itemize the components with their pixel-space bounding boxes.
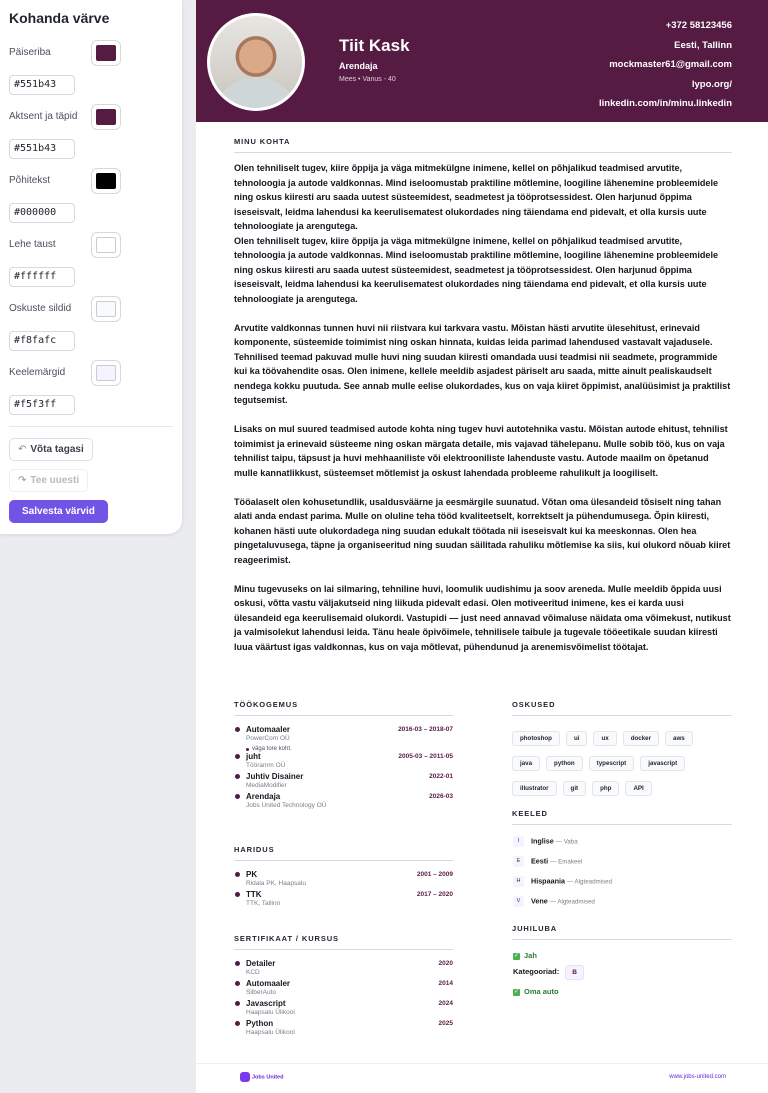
color-row-accent bbox=[9, 104, 173, 168]
contact-block bbox=[599, 16, 732, 114]
section-heading-experience: TÖÖKOGEMUS bbox=[234, 700, 453, 716]
item-org: SilberAuto bbox=[246, 989, 276, 996]
language-badge: I bbox=[513, 836, 524, 847]
color-row-skill-tags bbox=[9, 296, 173, 360]
skill-tag: java bbox=[512, 756, 540, 771]
bullet-dot bbox=[235, 794, 240, 799]
timeline-item bbox=[234, 959, 453, 976]
item-dates: 2016-03 – 2018-07 bbox=[398, 726, 453, 733]
bullet-dot bbox=[235, 981, 240, 986]
linkedin-link[interactable]: linkedin.com/in/minu.linkedin bbox=[598, 98, 732, 109]
check-icon: ✓ bbox=[513, 988, 520, 995]
profile-photo bbox=[207, 13, 305, 111]
location: Eesti, Tallinn bbox=[674, 39, 732, 51]
color-row-text bbox=[9, 168, 173, 232]
color-label: Lehe taust bbox=[9, 239, 56, 250]
skill-tag: git bbox=[563, 781, 587, 796]
item-dates: 2017 – 2020 bbox=[416, 891, 453, 898]
item-title: Automaaler bbox=[246, 725, 291, 734]
item-dates: 2026-03 bbox=[429, 793, 453, 800]
timeline-item bbox=[234, 725, 453, 752]
skill-tag: javascript bbox=[640, 756, 685, 771]
category-badge: B bbox=[565, 965, 584, 980]
language-badge: H bbox=[513, 876, 524, 887]
item-org: TTK, Tallinn bbox=[246, 900, 281, 907]
skill-tag: API bbox=[625, 781, 651, 796]
item-org: Haapsalu Ülikool bbox=[246, 1029, 295, 1036]
person-meta: Mees • Vanus - 40 bbox=[339, 76, 396, 83]
language-name: Eesti bbox=[531, 856, 549, 866]
redo-label: Tee uuesti bbox=[30, 475, 80, 486]
save-colors-button[interactable]: Salvesta värvid bbox=[9, 500, 108, 523]
color-label: Aktsent ja täpid bbox=[9, 111, 78, 122]
item-note: väga tore koht. bbox=[246, 746, 453, 752]
color-label: Keelemärgid bbox=[9, 367, 66, 378]
skill-tag: typescript bbox=[589, 756, 635, 771]
color-label: Oskuste sildid bbox=[9, 303, 72, 314]
about-paragraph: Minu tugevuseks on lai silmaring, tehniline huvi, loomulik uudishimu ja soov areneda. Mulle meeldib õppida uusi oskusi, võtta vastu väljakutseid ning liikuda pidevalt edasi. Olen motiveeritud inimene, kes ei karda uusi ülesandeid ega keerulisemaid olukordi. Vastupidi — just need annavad võimaluse näidata oma võimekust, nutikust ja valmisolekut lahendusi leida. Tänu heale õpivõimele, tehnilisele taibule ja tugevale tööeetikale suudan kiiresti luua väärtust igas valdkonnas, kus on vaja mõtlevat, pühendunud ja arenemisvõimelist töötajat. bbox=[234, 583, 731, 652]
color-swatch-accent[interactable] bbox=[91, 104, 121, 130]
bullet-dot bbox=[235, 892, 240, 897]
categories-label: Kategooriad: bbox=[513, 967, 560, 976]
item-title: Automaaler bbox=[246, 979, 291, 988]
skill-tag: ui bbox=[566, 731, 588, 746]
divider bbox=[9, 426, 173, 427]
own-car-label: Oma auto bbox=[524, 987, 559, 996]
item-org: Tööramm OÜ bbox=[246, 762, 286, 769]
language-level: — Emakeel bbox=[550, 858, 583, 866]
license-own-car bbox=[513, 987, 559, 996]
about-text bbox=[234, 161, 732, 669]
resume-page bbox=[196, 0, 768, 1093]
timeline-item bbox=[234, 999, 453, 1016]
section-heading-license: JUHILUBA bbox=[512, 924, 732, 940]
skill-tag: php bbox=[592, 781, 619, 796]
about-paragraph: Olen tehniliselt tugev, kiire õppija ja väga mitmekülgne inimene, kellel on põhjalikud teadmised arvutite, tehnoloogia ja autode valdkonnas. Mind iseloomustab praktiline mõtlemine, loogiline lähenemine probleemidele ning oskus kiiresti aru saada uutest süsteemidest, seadmetest ja tööprotsessidest. Olen harjunud õppima iseseisvalt, leidma lahendusi ka keerulisematest olukordades ning täiendama end pidevalt, et olla kursis uute tehnoloogiate ja arengutega. bbox=[234, 163, 719, 231]
item-title: juht bbox=[246, 752, 261, 761]
check-icon: ✓ bbox=[513, 952, 520, 959]
item-dates: 2022-01 bbox=[429, 773, 453, 780]
color-label: Põhitekst bbox=[9, 175, 51, 186]
timeline-item bbox=[234, 792, 453, 809]
panel-title: Kohanda värve bbox=[9, 10, 110, 26]
timeline-item bbox=[234, 870, 453, 887]
language-name: Hispaania bbox=[531, 876, 565, 886]
email-link[interactable]: mockmaster61@gmail.com bbox=[609, 59, 732, 70]
license-yes: Jah bbox=[524, 951, 537, 960]
bullet-dot bbox=[235, 961, 240, 966]
skill-tag: ux bbox=[593, 731, 616, 746]
skill-tag: photoshop bbox=[512, 731, 560, 746]
hex-input-skill-tags[interactable]: #f8fafc bbox=[9, 331, 75, 351]
item-dates: 2001 – 2009 bbox=[416, 871, 453, 878]
undo-button[interactable] bbox=[9, 438, 93, 461]
bullet-dot bbox=[235, 1021, 240, 1026]
color-row-page-bg bbox=[9, 232, 173, 296]
color-row-language-badges bbox=[9, 360, 173, 424]
person-name: Tiit Kask bbox=[339, 36, 410, 55]
color-label: Päiseriba bbox=[9, 47, 51, 58]
redo-icon: ↷ bbox=[18, 475, 27, 486]
bullet-dot bbox=[235, 754, 240, 759]
timeline-item bbox=[234, 772, 453, 789]
language-level: — Vaba bbox=[555, 838, 578, 846]
item-org: PowerCom OÜ bbox=[246, 735, 290, 742]
color-swatch-header[interactable] bbox=[91, 40, 121, 66]
hex-input-text[interactable]: #000000 bbox=[9, 203, 75, 223]
item-org: Haapsalu Ülikool bbox=[246, 1009, 295, 1016]
about-paragraph: Olen tehniliselt tugev, kiire õppija ja väga mitmekülgne inimene, kellel on põhjalikud teadmised arvutite, tehnoloogia ja autode valdkonnas. Mind iseloomustab praktiline mõtlemine, loogiline lähenemine probleemidele ning oskus kiiresti aru saada uutest süsteemidest, seadmetest ja tööprotsessidest. Olen harjunud õppima iseseisvalt, leidma lahendusi ka keerulisematest olukordades ning täiendama end pidevalt, et olla kursis uute tehnoloogiate ja arengutega. bbox=[234, 235, 719, 304]
item-title: TTK bbox=[246, 890, 262, 899]
language-item bbox=[513, 856, 582, 867]
skill-tag: aws bbox=[665, 731, 693, 746]
color-swatch-page-bg[interactable] bbox=[91, 232, 121, 258]
license-has bbox=[513, 951, 537, 960]
bullet-dot bbox=[235, 872, 240, 877]
undo-icon: ↶ bbox=[18, 444, 27, 455]
item-org: KCD bbox=[246, 969, 260, 976]
item-title: Juhtiv Disainer bbox=[246, 772, 304, 781]
language-level: — Algteadmised bbox=[549, 898, 595, 906]
color-swatch-text[interactable] bbox=[91, 168, 121, 194]
item-dates: 2020 bbox=[438, 960, 453, 967]
experience-list bbox=[234, 725, 453, 809]
color-row-header bbox=[9, 40, 173, 104]
item-dates: 2024 bbox=[438, 1000, 453, 1007]
timeline-item bbox=[234, 979, 453, 996]
item-dates: 2014 bbox=[438, 980, 453, 987]
footer-website-link[interactable]: www.jobs-united.com bbox=[669, 1074, 726, 1080]
item-org: MediaModifier bbox=[246, 782, 287, 789]
timeline-item bbox=[234, 1019, 453, 1036]
about-paragraph: Arvutite valdkonnas tunnen huvi nii riistvara kui tarkvara vastu. Mõistan hästi arvutite ülesehitust, erinevaid komponente, süsteemide toimimist ning oskan hinnata, kuidas leida parimad lahendused vastavalt vajadusele. Tehnilised teemad pakuvad mulle huvi ning suudan kiiresti omandada uusi teadmisi nii seadmete, programmide kui ka töövahendite osas. Olen inimene, kellele meeldib asjadest päriselt aru saada, mitte ainult pealiskaudselt nendega kokku puutuda. See annab mulle eelise olukordades, kus on vaja kiiret õppimist, analüüsimist ja praktilist tegutsemist. bbox=[234, 322, 731, 405]
language-item bbox=[513, 896, 595, 907]
language-level: — Algteadmised bbox=[566, 878, 613, 886]
education-list bbox=[234, 870, 453, 907]
item-dates: 2025 bbox=[438, 1020, 453, 1027]
phone: +372 58123456 bbox=[665, 20, 732, 31]
hex-input-header[interactable]: #551b43 bbox=[9, 75, 75, 95]
timeline-item bbox=[234, 890, 453, 907]
skill-tag: illustrator bbox=[512, 781, 557, 796]
timeline-item bbox=[234, 752, 453, 769]
item-title: Detailer bbox=[246, 959, 276, 968]
language-badge: V bbox=[513, 896, 524, 907]
redo-button[interactable] bbox=[9, 469, 88, 492]
section-heading-certificates: SERTIFIKAAT / KURSUS bbox=[234, 934, 453, 950]
section-heading-languages: KEELED bbox=[512, 809, 732, 825]
item-title: Javascript bbox=[246, 999, 286, 1008]
website-link[interactable]: lypo.org/ bbox=[691, 78, 732, 90]
color-swatch-language-badges[interactable] bbox=[91, 360, 121, 386]
license-categories bbox=[513, 965, 584, 980]
section-heading-education: HARIDUS bbox=[234, 845, 453, 861]
skill-tag: python bbox=[546, 756, 583, 771]
hex-input-page-bg[interactable]: #ffffff bbox=[9, 267, 75, 287]
language-item bbox=[513, 876, 612, 887]
jobs-united-logo: Jobs United bbox=[240, 1072, 283, 1082]
section-heading-about: MINU KOHTA bbox=[234, 137, 732, 153]
item-title: PK bbox=[246, 870, 258, 879]
hex-input-language-badges[interactable]: #f5f3ff bbox=[9, 395, 75, 415]
item-org: Ridala PK, Haapsalu bbox=[246, 880, 306, 887]
item-title: Arendaja bbox=[246, 792, 281, 801]
color-customizer-panel bbox=[0, 0, 182, 534]
skill-tag: docker bbox=[623, 731, 659, 746]
skill-tags bbox=[512, 727, 732, 802]
resume-header bbox=[196, 0, 768, 122]
bullet-dot bbox=[235, 727, 240, 732]
section-heading-skills: OSKUSED bbox=[512, 700, 732, 716]
person-role: Arendaja bbox=[339, 61, 378, 71]
about-paragraph: Tööalaselt olen kohusetundlik, usaldusväärne ja eesmärgile suunatud. Võtan oma ülesandeid tõsiselt ning tahan alati anda endast parima. Mulle on oluline teha tööd kvaliteetselt, korrektselt ja pühendumusega. Õpin kiiresti, kohanen hästi uute olukordadega ning suudan edukalt töötada nii iseseisvalt kui ka meeskonnas. Olen hea pingetaluvusega, täpne ja organiseeritud ning suudan säilitada rahuliku mõtlemise ka siis, kui olukord nõuab kiiret reageerimist. bbox=[234, 496, 731, 565]
item-title: Python bbox=[246, 1019, 274, 1028]
bullet-dot bbox=[235, 774, 240, 779]
bullet-dot bbox=[235, 1001, 240, 1006]
language-name: Inglise bbox=[531, 836, 554, 846]
undo-label: Võta tagasi bbox=[30, 444, 84, 455]
hex-input-accent[interactable]: #551b43 bbox=[9, 139, 75, 159]
language-name: Vene bbox=[531, 896, 548, 906]
language-badge: E bbox=[513, 856, 524, 867]
about-paragraph: Lisaks on mul suured teadmised autode kohta ning tugev huvi autotehnika vastu. Mõistan autode ehitust, tehnilist toimimist ja erinevaid süsteeme ning oskan märgata detaile, mis vajavad tähelepanu. Mulle sobib töö, kus on vaja tehnilist taipu, täpsust ja huvi mehhaaniliste või elektrooniliste lahenduste vastu. Autode maailm on õpetanud mulle kannatlikkust, süsteemset mõtlemist ja oskust lahendada probleeme rahulikult ja loogiliselt. bbox=[234, 424, 728, 478]
item-dates: 2005-03 – 2011-05 bbox=[398, 753, 453, 760]
language-item bbox=[513, 836, 578, 847]
certificate-list bbox=[234, 959, 453, 1036]
color-swatch-skill-tags[interactable] bbox=[91, 296, 121, 322]
item-org: Jobs United Technology OÜ bbox=[246, 802, 327, 809]
resume-footer bbox=[196, 1063, 768, 1093]
